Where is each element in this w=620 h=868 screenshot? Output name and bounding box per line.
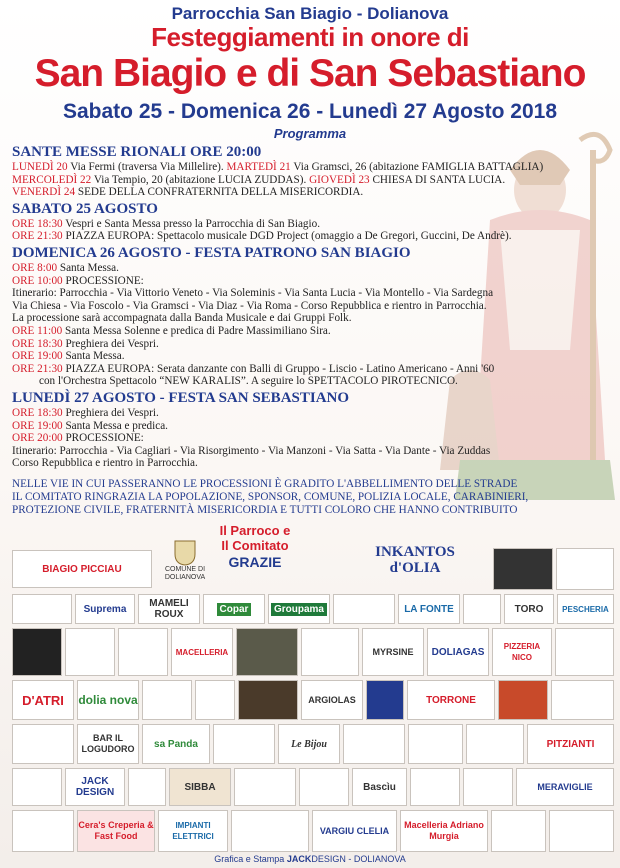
programma-label: Programma bbox=[273, 126, 347, 141]
program-line: ORE 20:00 PROCESSIONE: bbox=[12, 432, 144, 445]
sponsor-card bbox=[556, 548, 614, 590]
sponsor-torrone: TORRONE bbox=[407, 680, 495, 720]
sponsor-basciu: Bascìu bbox=[352, 768, 407, 806]
programme bbox=[12, 142, 612, 470]
sponsor-pitzianti: PITZIANTI bbox=[527, 724, 614, 764]
sponsor-biagio-picciau: BIAGIO PICCIAU bbox=[12, 550, 152, 588]
sponsor-toro: TORO bbox=[504, 594, 554, 624]
program-line: ORE 21:30 PIAZZA EUROPA: Spettacolo musicale DGD Project (omaggio a De Gregori, Guccini, De Andrè). bbox=[12, 230, 512, 243]
sponsor-card bbox=[236, 628, 298, 676]
sponsor-card bbox=[551, 680, 614, 720]
sponsor-myrsine: MYRSINE bbox=[362, 628, 424, 676]
sponsor-card bbox=[299, 768, 349, 806]
sponsor-lafonte: LA FONTE bbox=[398, 594, 460, 624]
sponsor-card bbox=[12, 628, 62, 676]
sponsor-card bbox=[333, 594, 395, 624]
sponsor-card bbox=[12, 724, 74, 764]
sponsor-card bbox=[238, 680, 298, 720]
sponsor-murgia: Macelleria Adriano Murgia bbox=[400, 810, 488, 852]
sponsor-jack: JACK DESIGN bbox=[65, 768, 125, 806]
parish-name: Parrocchia San Biagio - Dolianova bbox=[171, 4, 449, 23]
sponsor-bijou: Le Bijou bbox=[278, 724, 340, 764]
program-line: ORE 18:30 Vespri e Santa Messa presso la Parrocchia di San Biagio. bbox=[12, 217, 321, 230]
sponsor-card bbox=[118, 628, 168, 676]
program-line: ORE 21:30 PIAZZA EUROPA: Serata danzante con Balli di Gruppo - Liscio - Latino Americano - Anni '60 bbox=[12, 362, 495, 375]
sponsor-card bbox=[491, 810, 546, 852]
sponsor-card bbox=[343, 724, 405, 764]
sponsor-ceras: Cera's Creperia & Fast Food bbox=[77, 810, 155, 852]
program-line: con l'Orchestra Spettacolo “NEW KARALIS”. A seguire lo SPETTACOLO PIROTECNICO. bbox=[39, 375, 458, 388]
program-line: ORE 18:30 Preghiera dei Vespri. bbox=[12, 337, 159, 350]
program-line: MERCOLEDÌ 22 Via Tempio, 20 (abitazione LUCIA ZUDDAS). GIOVEDÌ 23 CHIESA DI SANTA LUCIA. bbox=[12, 173, 506, 186]
sponsor-datri: D'ATRI bbox=[12, 680, 74, 720]
sponsor-pescheria: PESCHERIA bbox=[557, 594, 614, 624]
sponsor-card bbox=[128, 768, 166, 806]
signature bbox=[195, 523, 315, 570]
sponsor-sibba: SIBBA bbox=[169, 768, 231, 806]
note-line: IL COMITATO RINGRAZIA LA POPOLAZIONE, SPONSOR, COMUNE, POLIZIA LOCALE, CARABINIERI, bbox=[12, 491, 529, 503]
title-line-2: San Biagio e di San Sebastiano bbox=[34, 52, 586, 95]
sponsor-card bbox=[12, 810, 74, 852]
sponsor-inkantos: INKANTOS d'OLIA bbox=[375, 543, 455, 576]
sponsor-dolianova: dolia nova bbox=[77, 680, 139, 720]
sponsor-card bbox=[463, 768, 513, 806]
sponsor-panda: sa Panda bbox=[142, 724, 210, 764]
section-title: SABATO 25 AGOSTO bbox=[12, 200, 158, 217]
sponsor-card bbox=[408, 724, 463, 764]
section-title: SANTE MESSE RIONALI ORE 20:00 bbox=[12, 144, 262, 160]
sponsor-copar: Copar bbox=[203, 594, 265, 624]
program-line: Itinerario: Parrocchia - Via Cagliari - Via Risorgimento - Via Manzoni - Via Satta - Via Dante - Via Zuddas bbox=[12, 444, 491, 457]
sponsor-card bbox=[466, 724, 524, 764]
section-title: DOMENICA 26 AGOSTO - FESTA PATRONO SAN BIAGIO bbox=[12, 244, 411, 261]
sponsor-card bbox=[463, 594, 501, 624]
program-line: VENERDÌ 24 SEDE DELLA CONFRATERNITA DELLA MISERICORDIA. bbox=[12, 186, 364, 199]
program-line: La processione sarà accompagnata dalla Banda Musicale e dai Gruppi Folk. bbox=[12, 312, 352, 325]
sponsor-card bbox=[142, 680, 192, 720]
sponsor-card bbox=[12, 594, 72, 624]
note-line: NELLE VIE IN CUI PASSERANNO LE PROCESSIONI È GRADITO L'ABBELLIMENTO DELLE STRADE bbox=[12, 478, 518, 490]
section-title: LUNEDÌ 27 AGOSTO - FESTA SAN SEBASTIANO bbox=[12, 389, 350, 406]
sponsor-card bbox=[195, 680, 235, 720]
sponsor-bar: BAR IL LOGUDORO bbox=[77, 724, 139, 764]
title-line-1: Festeggiamenti in onore di bbox=[151, 22, 469, 52]
sponsor-mameli: MAMELI ROUX bbox=[138, 594, 200, 624]
sponsor-card bbox=[213, 724, 275, 764]
sponsor-card bbox=[549, 810, 614, 852]
coat-of-arms-icon bbox=[174, 540, 196, 566]
program-line: ORE 19:00 Santa Messa e predica. bbox=[12, 419, 168, 432]
sponsor-card bbox=[493, 548, 553, 590]
program-line: ORE 11:00 Santa Messa Solenne e predica di Padre Massimiliano Sira. bbox=[12, 324, 331, 337]
program-line: ORE 10:00 PROCESSIONE: bbox=[12, 274, 144, 287]
program-line: ORE 8:00 Santa Messa. bbox=[12, 261, 119, 274]
sponsor-card bbox=[65, 628, 115, 676]
sponsor-groupama: Groupama bbox=[268, 594, 330, 624]
program-line: Via Chiesa - Via Foscolo - Via Gramsci - Via Diaz - Via Roma - Corso Repubblica e rientro in Parrocchia. bbox=[12, 299, 487, 312]
sponsor-impianti: IMPIANTI ELETTRICI bbox=[158, 810, 228, 852]
sponsor-card bbox=[555, 628, 614, 676]
sponsor-card bbox=[301, 628, 359, 676]
sponsor-meraviglie: MERAVIGLIE bbox=[516, 768, 614, 806]
thanks-text: GRAZIE bbox=[228, 554, 282, 570]
closing-notes bbox=[12, 478, 612, 517]
sponsor-card bbox=[231, 810, 309, 852]
sponsor-suprema: Suprema bbox=[75, 594, 135, 624]
note-line: PROTEZIONE CIVILE, FRATERNITÀ MISERICORDIA E TUTTI COLORO CHE HANNO CONTRIBUITO bbox=[12, 504, 518, 516]
signature-line: Il Comitato bbox=[221, 538, 289, 553]
program-line: Itinerario: Parrocchia - Via Vittorio Veneto - Via Soleminis - Via Santa Lucia - Via Montello - Via Sardegna bbox=[12, 287, 494, 300]
footer-credit: Grafica e Stampa JACKDESIGN - DOLIANOVA bbox=[214, 854, 406, 864]
sponsor-card bbox=[366, 680, 404, 720]
program-line: ORE 18:30 Preghiera dei Vespri. bbox=[12, 406, 159, 419]
event-dates: Sabato 25 - Domenica 26 - Lunedì 27 Agosto 2018 bbox=[62, 100, 558, 123]
sponsor-card bbox=[234, 768, 296, 806]
program-line: ORE 19:00 Santa Messa. bbox=[12, 350, 125, 363]
sponsor-vargiu: VARGIU CLELIA bbox=[312, 810, 397, 852]
sponsor-doliagas: DOLIAGAS bbox=[427, 628, 489, 676]
sponsor-comune: COMUNE DI DOLIANOVA bbox=[160, 533, 210, 588]
program-line: Corso Repubblica e rientro in Parrocchia. bbox=[12, 457, 198, 470]
program-line: LUNEDÌ 20 Via Fermi (traversa Via Millelire). MARTEDÌ 21 Via Gramsci, 26 (abitazione FAMIGLIA BATTAGLIA) bbox=[12, 161, 544, 173]
signature-line: Il Parroco e bbox=[219, 523, 291, 538]
sponsor-card bbox=[12, 768, 62, 806]
sponsor-card bbox=[410, 768, 460, 806]
sponsor-macelleria: MACELLERIA bbox=[171, 628, 233, 676]
sponsor-card bbox=[498, 680, 548, 720]
sponsor-pizzeria: PIZZERIA NICO bbox=[492, 628, 552, 676]
sponsor-argiolas: ARGIOLAS bbox=[301, 680, 363, 720]
